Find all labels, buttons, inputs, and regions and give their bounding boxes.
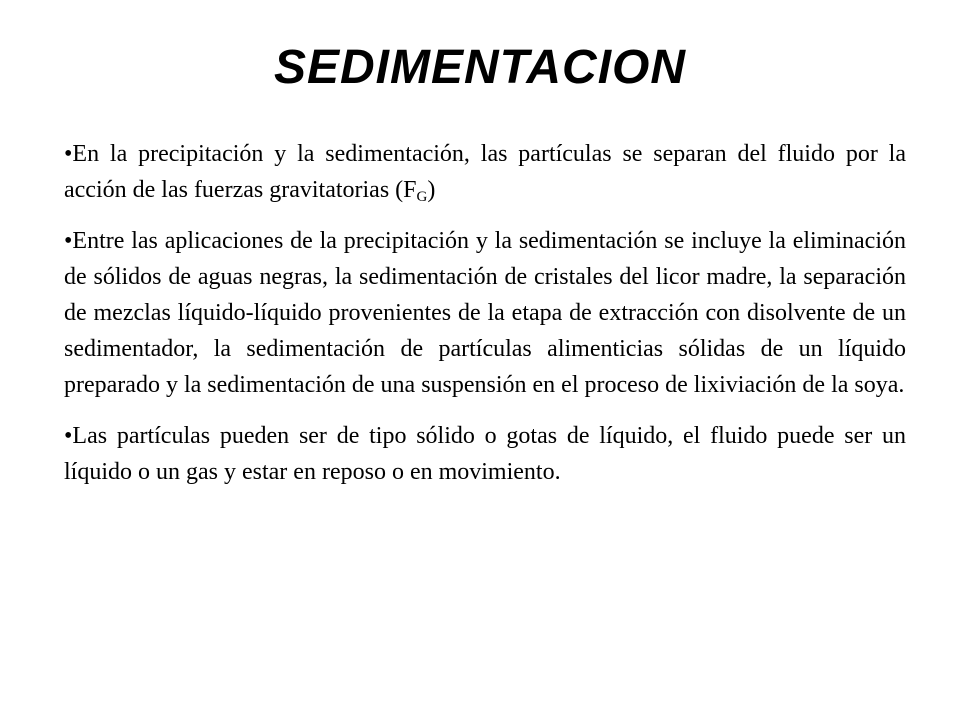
paragraph-text: Las partículas pueden ser de tipo sólido o gotas de líquido, el fluido puede ser un líquido o un gas y estar en reposo o en movimiento. [64,423,906,485]
subscript-g: G [416,189,428,205]
bullet-paragraph [64,223,906,403]
slide-body [64,136,906,490]
bullet-marker: • [64,228,73,254]
paragraph-text-after: ) [427,177,436,203]
slide-title: SEDIMENTACION [273,41,687,94]
paragraph-text: Entre las aplicaciones de la precipitación y la sedimentación se incluye la eliminación de sólidos de aguas negras, la sedimentación de cristales del licor madre, la separación de mezclas líquido-líquido provenientes de la etapa de extracción con disolvente de un sedimentador, la sedimentación de partículas alimenticias sólidas de un líquido preparado y la sedimentación de una suspensión en el proceso de lixiviación de la soya. [64,228,906,398]
bullet-marker: • [64,141,73,167]
bullet-paragraph [64,418,906,490]
bullet-marker: • [64,423,73,449]
bullet-paragraph [64,136,906,208]
paragraph-text: En la precipitación y la sedimentación, las partículas se separan del fluido por la acción de las fuerzas gravitatorias (F [64,141,906,203]
